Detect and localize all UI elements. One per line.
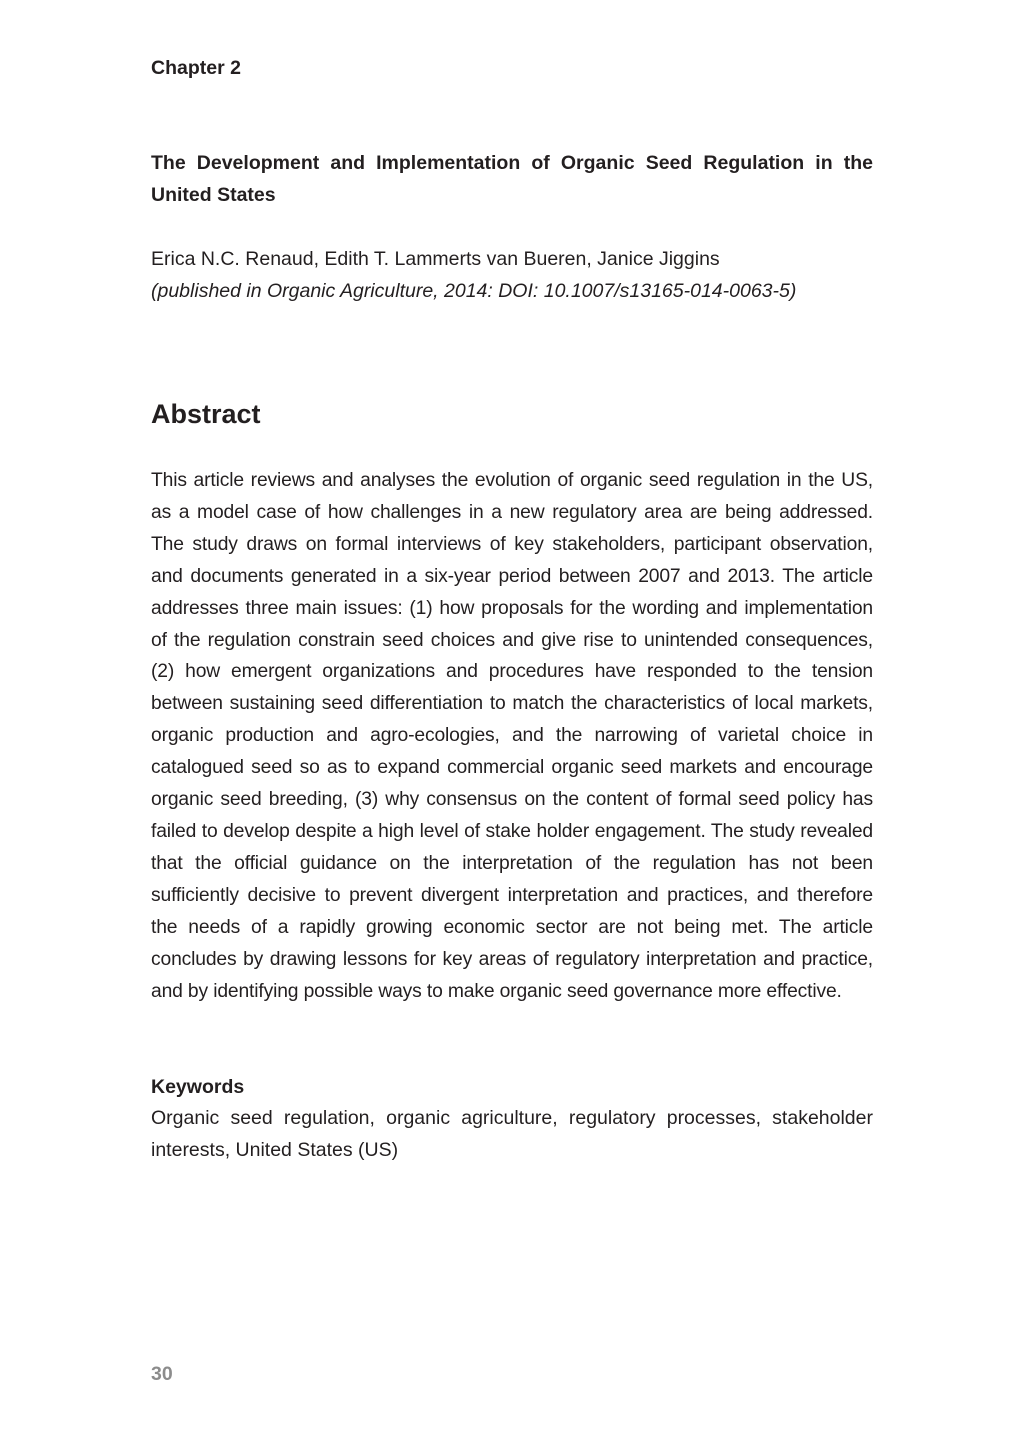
abstract-body: This article reviews and analyses the evolution of organic seed regulation in the US, as a model case of how challenges in a new regulatory area are being addressed. The study draws on formal interviews of key stakeholders, participant observation, and documents generated in a six-year period between 2007 and 2013. The article addresses three main issues: (1) how proposals for the wording and implementation of the regulation constrain seed choices and give rise to unintended consequences, (2) how emergent organizations and procedures have responded to the tension between sustaining seed differentiation to match the characteristics of local markets, organic production and agro-ecologies, and the narrowing of varietal choice in catalogued seed so as to expand commercial organic seed markets and encourage organic seed breeding, (3) why consensus on the content of formal seed policy has failed to develop despite a high level of stake holder engagement. The study revealed that the official guidance on the interpretation of the regulation has not been sufficiently decisive to prevent divergent interpretation and practices, and therefore the needs of a rapidly growing economic sector are not being met. The article concludes by drawing lessons for key areas of regulatory interpretation and practice, and by identifying possible ways to make organic seed governance more effective. bbox=[151, 470, 873, 1002]
article-authors: Erica N.C. Renaud, Edith T. Lammerts van Bueren, Janice Jiggins bbox=[151, 248, 720, 270]
chapter-label: Chapter 2 bbox=[151, 57, 241, 79]
abstract-heading: Abstract bbox=[151, 399, 261, 429]
keywords-body: Organic seed regulation, organic agriculture, regulatory processes, stakeholder interests, United States (US) bbox=[151, 1107, 873, 1161]
page-number: 30 bbox=[151, 1363, 173, 1385]
article-title: The Development and Implementation of Organic Seed Regulation in the United States bbox=[151, 152, 873, 206]
keywords-heading: Keywords bbox=[151, 1076, 245, 1098]
publication-info: (published in Organic Agriculture, 2014: DOI: 10.1007/s13165-014-0063-5) bbox=[151, 280, 797, 302]
